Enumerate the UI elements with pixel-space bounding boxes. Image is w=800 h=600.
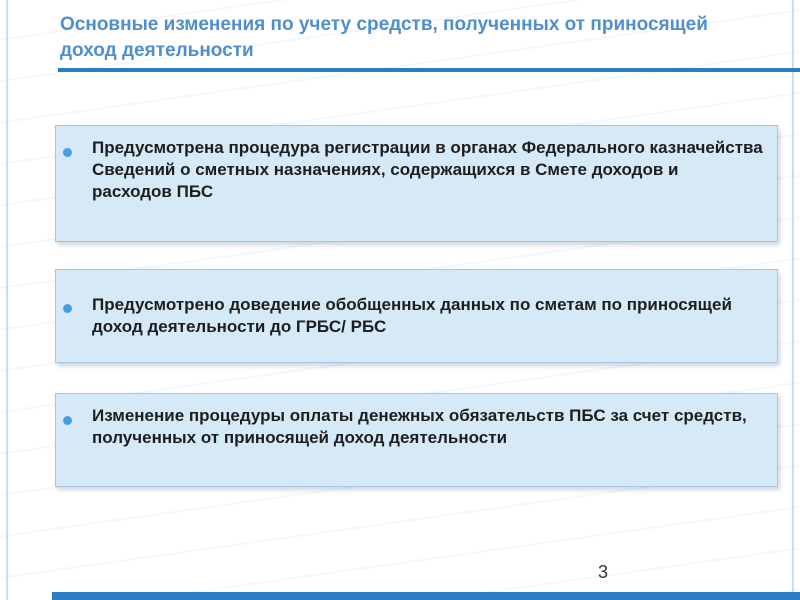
bullet-dot-icon	[63, 416, 72, 425]
bullet-dot-icon	[63, 148, 72, 157]
bullet-text-1: Предусмотрена процедура регистрации в органах Федерального казначейства Сведений о сметных назначениях, содержащихся в Смете доходов и расходов ПБС	[92, 138, 763, 201]
slide-title: Основные изменения по учету средств, полученных от приносящей доход деятельности	[60, 14, 708, 61]
left-decorative-rule	[6, 0, 8, 600]
bullet-box-2	[55, 269, 778, 363]
bullet-box-3	[55, 393, 778, 487]
bullet-text-3: Изменение процедуры оплаты денежных обязательств ПБС за счет средств, полученных от приносящей доход деятельности	[92, 406, 747, 447]
bullet-dot-icon	[63, 304, 72, 313]
right-decorative-rule	[792, 0, 794, 600]
bullet-box-1	[55, 125, 778, 242]
title-underline-bar	[58, 68, 800, 72]
page-number: 3	[598, 562, 609, 582]
bottom-accent-bar	[52, 592, 800, 600]
bullet-text-2: Предусмотрено доведение обобщенных данных по сметам по приносящей доход деятельности до ГРБС/ РБС	[92, 295, 732, 336]
